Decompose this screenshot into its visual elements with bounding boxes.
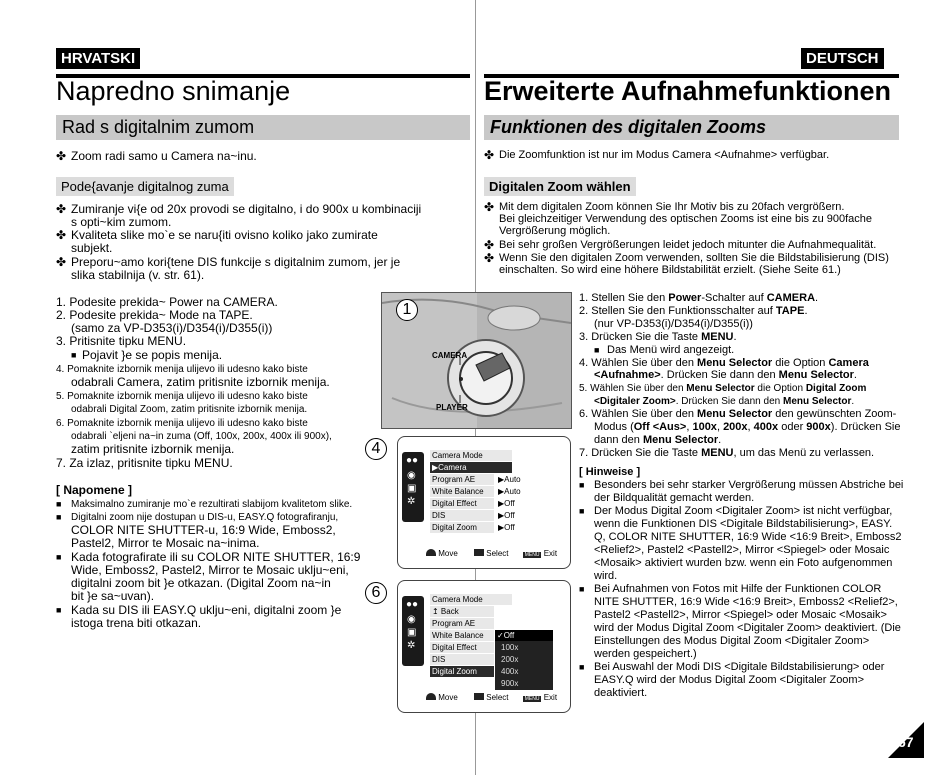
menu-value: ▶Off [498, 523, 515, 532]
page-title-german: Erweiterte Aufnahmefunktionen [484, 76, 892, 106]
note-line: Digitalni zoom nije dostupan u DIS-u, EASY.Q fotografiranju, [71, 512, 339, 523]
step-line: <Digitaler Zoom>. Drücken Sie dann den Menu Selector. [594, 396, 855, 407]
select-icon [474, 549, 484, 556]
square-bullet-icon: ■ [579, 662, 585, 672]
section-heading-german: Funktionen des digitalen Zooms [484, 115, 899, 140]
step-line: 3. Drücken Sie die Taste MENU. [579, 331, 737, 343]
note-line: <Mosaik> aktiviert wurden bzw. wenn ein Foto aufgenommen [594, 557, 893, 569]
step-line: Das Menü wird angezeigt. [607, 344, 735, 356]
notes-title-german: [ Hinweise ] [579, 466, 641, 478]
cross-bullet-icon: ✤ [56, 149, 67, 163]
page-number: 67 [898, 734, 914, 750]
tape-icon: ●● [406, 599, 419, 610]
step-line: 2. Stellen Sie den Funktionsschalter auf TAPE. [579, 305, 808, 317]
move-icon [426, 693, 436, 700]
menu-header: Camera Mode [430, 450, 512, 461]
bullet-line: subjekt. [71, 241, 113, 255]
move-icon [426, 549, 436, 556]
intro-text: Zoom radi samo u Camera na~inu. [71, 149, 257, 163]
menu-item-digital-effect[interactable]: Digital Effect [430, 498, 494, 509]
step-line: 4. Wählen Sie über den Menu Selector die Option Camera [579, 357, 869, 369]
cross-bullet-icon: ✤ [484, 238, 495, 252]
menu-item-back[interactable]: ↥ Back [430, 606, 494, 617]
menu-item-dis[interactable]: DIS [430, 510, 494, 521]
select-icon [474, 693, 484, 700]
square-bullet-icon: ■ [56, 499, 62, 509]
note-line: Kada fotografirate ili su COLOR NITE SHUTTER, 16:9 [71, 550, 361, 564]
select-label: Select [486, 549, 509, 558]
camera-icon: ◉ [407, 470, 416, 481]
step-line: odabrali Camera, zatim pritisnite izbornik menija. [71, 375, 330, 389]
note-line: wird. [594, 570, 618, 582]
step-line: 5. Wählen Sie über den Menu Selector die Option Digital Zoom [579, 383, 867, 394]
menu-item-program-ae[interactable]: Program AE [430, 618, 494, 629]
page-title-croatian: Napredno snimanje [56, 76, 291, 106]
bullet-line: Zumiranje vi{e od 20x provodi se digitalno, i do 900x u kombinaciji [71, 202, 422, 216]
language-tag-croatian: HRVATSKI [56, 48, 140, 69]
bullet-line: Kvaliteta slike mo`e se naru{iti ovisno koliko jako zumirate [71, 228, 378, 242]
menu-footer [426, 693, 557, 702]
note-line: Q, COLOR NITE SHUTTER, 16:9 Wide <16:9 Breit>, Emboss2 [594, 531, 902, 543]
step-line: 1. Podesite prekida~ Power na CAMERA. [56, 295, 278, 309]
step-line: dann den Menu Selector. [594, 434, 722, 446]
step-line: 7. Za izlaz, pritisnite tipku MENU. [56, 456, 233, 470]
zoom-option-off[interactable]: ✓Off [495, 630, 553, 641]
note-line: der Bildqualität gemacht werden. [594, 492, 755, 504]
square-bullet-icon: ■ [579, 506, 585, 516]
notes-title-croatian: [ Napomene ] [56, 483, 133, 497]
menu-item-program-ae[interactable]: Program AE [430, 474, 494, 485]
square-bullet-icon: ■ [594, 345, 600, 355]
note-line: Einstellungen des Modus Digital Zoom <Digitaler Zoom> [594, 635, 870, 647]
cross-bullet-icon: ✤ [56, 228, 67, 242]
move-label: Move [438, 693, 458, 702]
note-line: NITE SHUTTER, 16:9 Wide <16:9 Breit>, Emboss2 <Relief2>, [594, 596, 898, 608]
menu-footer [426, 549, 557, 558]
step-number-4: 4 [365, 438, 387, 460]
step-line: Pojavit }e se popis menija. [82, 348, 223, 362]
note-line: deaktiviert. [594, 687, 648, 699]
note-line: wird der Modus Digital Zoom <Digitaler Zoom> deaktiviert. (Die [594, 622, 901, 634]
zoom-option-200x[interactable]: 200x [501, 655, 519, 664]
menu-value: ▶Off [498, 499, 515, 508]
menu-item-digital-zoom-selected[interactable]: Digital Zoom [430, 666, 494, 677]
intro-text: Die Zoomfunktion ist nur im Modus Camera <Aufnahme> verfügbar. [499, 149, 830, 161]
bullet-line: s opti~kim zumom. [71, 215, 172, 229]
note-line: digitalni zoom bit }e otkazan. (Digital Zoom na~in [71, 576, 331, 590]
square-bullet-icon: ■ [56, 552, 62, 562]
menu-item-white-balance[interactable]: White Balance [430, 486, 494, 497]
zoom-option-400x[interactable]: 400x [501, 667, 519, 676]
bullet-line: Bei sehr großen Vergrößerungen leidet jedoch mitunter die Aufnahmequalität. [499, 239, 877, 251]
note-line: werden gespeichert.) [594, 648, 697, 660]
step-line: odabrali `eljeni na~in zuma (Off, 100x, 200x, 400x ili 900x), [71, 431, 332, 442]
step-line: 6. Wählen Sie über den Menu Selector den gewünschten Zoom- [579, 408, 897, 420]
step-line: 2. Podesite prekida~ Mode na TAPE. [56, 308, 253, 322]
square-bullet-icon: ■ [579, 480, 585, 490]
player-mode-label: PLAYER [436, 403, 468, 412]
step-number-1: 1 [396, 299, 418, 321]
step-line: zatim pritisnite izbornik menija. [71, 442, 235, 456]
exit-label: Exit [543, 693, 558, 702]
bullet-line: Mit dem digitalen Zoom können Sie Ihr Motiv bis zu 20fach vergrößern. [499, 201, 845, 213]
square-bullet-icon: ■ [579, 584, 585, 594]
step-line: (samo za VP-D353(i)/D354(i)/D355(i)) [71, 321, 273, 335]
camera-icon: ◉ [407, 614, 416, 625]
square-bullet-icon: ■ [56, 605, 62, 615]
step-line: 1. Stellen Sie den Power-Schalter auf CAMERA. [579, 292, 819, 304]
language-tag-german: DEUTSCH [801, 48, 884, 69]
cross-bullet-icon: ✤ [484, 251, 495, 265]
menu-item-digital-zoom[interactable]: Digital Zoom [430, 522, 494, 533]
cross-bullet-icon: ✤ [56, 202, 67, 216]
step-line: 3. Pritisnite tipku MENU. [56, 334, 187, 348]
zoom-option-900x[interactable]: 900x [501, 679, 519, 688]
camera-mode-label: CAMERA [432, 351, 468, 360]
cross-bullet-icon: ✤ [56, 255, 67, 269]
step-line: Modus (Off <Aus>, 100x, 200x, 400x oder 900x). Drücken Sie [594, 421, 901, 433]
menu-value: ▶Off [498, 511, 515, 520]
bullet-line: Preporu~amo kori{tene DIS funkcije s digitalnim zumom, jer je [71, 255, 401, 269]
square-bullet-icon: ■ [56, 512, 62, 522]
menu-item-camera-selected[interactable]: ▶Camera [430, 462, 512, 473]
menu-value: ▶Auto [498, 487, 521, 496]
section-heading-croatian: Rad s digitalnim zumom [56, 115, 470, 140]
step-line: odabrali Digital Zoom, zatim pritisnite izbornik menija. [71, 404, 308, 415]
gear-icon: ✲ [407, 496, 416, 507]
step-number-6: 6 [365, 582, 387, 604]
step-line: (nur VP-D353(i)/D354(i)/D355(i)) [594, 318, 753, 330]
step-line: 4. Pomaknite izbornik menija ulijevo ili udesno kako biste [56, 364, 308, 375]
square-bullet-icon: ■ [71, 350, 77, 360]
subsection-heading: Pode{avanje digitalnog zuma [56, 177, 234, 196]
note-line: Bei Aufnahmen von Fotos mit Hilfe der Funktionen COLOR [594, 583, 882, 595]
note-line: Kada su DIS ili EASY.Q uklju~eni, digitalni zoom }e [71, 603, 342, 617]
bullet-line: Vergrößerung möglich. [499, 225, 611, 237]
note-line: Pastel2 <Pastell2>, Mirror <Spiegel> oder Mosaic <Mosaik> [594, 609, 887, 621]
digital-zoom-menu-screen-step6 [397, 580, 571, 713]
menu-value: ▶Auto [498, 475, 521, 484]
subsection-heading: Digitalen Zoom wählen [484, 177, 636, 196]
note-line: Maksimalno zumiranje mo`e rezultirati slabijom kvalitetom slike. [71, 499, 353, 510]
note-line: wenn die Funktionen DIS <Digitale Bildstabilisierung>, EASY. [594, 518, 893, 530]
step-line: 6. Pomaknite izbornik menija ulijevo ili udesno kako biste [56, 418, 308, 429]
step-line: 5. Pomaknite izbornik menija ulijevo ili udesno kako biste [56, 391, 308, 402]
note-line: COLOR NITE SHUTTER-u, 16:9 Wide, Emboss2, [71, 523, 336, 537]
page-number-badge [888, 722, 924, 758]
menu-item-white-balance[interactable]: White Balance [430, 630, 494, 641]
menu-key-icon: MENU [524, 696, 540, 702]
camera-menu-screen-step4 [397, 436, 571, 569]
step-line: 7. Drücken Sie die Taste MENU, um das Menü zu verlassen. [579, 447, 875, 459]
note-line: Wide, Emboss2, Pastel2, Mirror te Mosaic uklju~eni, [71, 563, 349, 577]
note-line: <Relief2>, Pastel2 <Pastell2>, Mirror <Spiegel> oder Mosaic [594, 544, 890, 556]
bullet-line: Bei gleichzeitiger Verwendung des optischen Zooms ist eine bis zu 900fache [499, 213, 873, 225]
menu-key-icon: MENU [524, 552, 540, 558]
menu-item-dis[interactable]: DIS [430, 654, 494, 665]
bullet-line: slika stabilnija (v. str. 61). [71, 268, 205, 282]
note-line: bit }e sa~uvan). [71, 589, 155, 603]
note-line: istoga trena biti otkazan. [71, 616, 202, 630]
bullet-line: Wenn Sie den digitalen Zoom verwenden, sollten Sie die Bildstabilisierung (DIS) [499, 252, 889, 264]
step-line: <Aufnahme>. Drücken Sie dann den Menu Selector. [594, 369, 857, 381]
bullet-line: einschalten. So wird eine höhere Bildstabilität erzielt. (Siehe Seite 61.) [499, 264, 841, 276]
move-label: Move [438, 549, 458, 558]
cross-bullet-icon: ✤ [484, 148, 495, 162]
cross-bullet-icon: ✤ [484, 200, 495, 214]
note-line: Pastel2, Mirror te Mosaic na~inima. [71, 536, 260, 550]
tape-icon: ●● [406, 455, 419, 466]
exit-label: Exit [543, 549, 558, 558]
menu-header: Camera Mode [430, 594, 512, 605]
note-line: Der Modus Digital Zoom <Digitaler Zoom> ist nicht verfügbar, [594, 505, 893, 517]
note-line: EASY.Q wird der Modus Digital Zoom <Digitaler Zoom> [594, 674, 865, 686]
menu-item-digital-effect[interactable]: Digital Effect [430, 642, 494, 653]
note-line: Bei Auswahl der Modi DIS <Digitale Bildstabilisierung> oder [594, 661, 885, 673]
memory-icon: ▣ [407, 627, 417, 638]
note-line: Besonders bei sehr starker Vergrößerung müssen Abstriche bei [594, 479, 904, 491]
zoom-option-100x[interactable]: 100x [501, 643, 519, 652]
select-label: Select [486, 693, 509, 702]
memory-icon: ▣ [407, 483, 417, 494]
gear-icon: ✲ [407, 640, 416, 651]
